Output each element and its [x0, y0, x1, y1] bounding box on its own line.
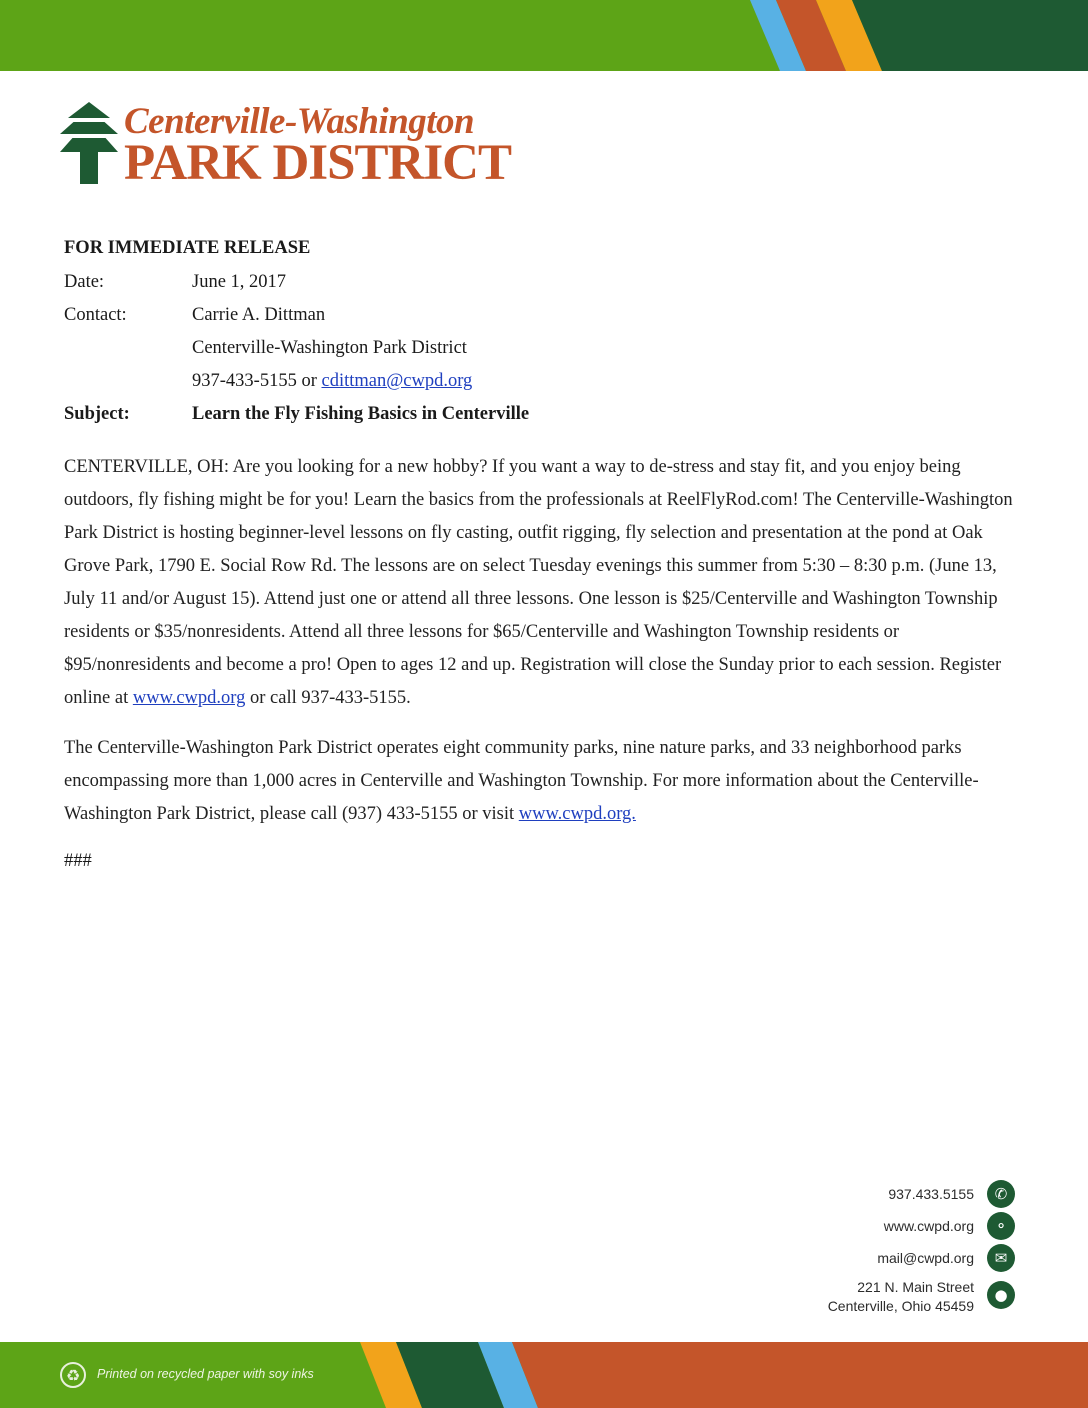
contact-name: Carrie A. Dittman: [192, 305, 326, 325]
date-value: June 1, 2017: [192, 272, 287, 292]
contact-phone-row: [64, 371, 472, 392]
location-pin-icon: ●: [987, 1281, 1015, 1309]
contact-label: Contact:: [64, 305, 127, 325]
phone-icon: ✆: [987, 1180, 1015, 1208]
pine-tree-icon: [58, 100, 120, 184]
body-paragraph-1: [64, 451, 1024, 715]
paragraph-1-tail: or call 937-433-5155.: [245, 688, 411, 708]
date-row: [64, 272, 286, 293]
recycled-note: Printed on recycled paper with soy inks: [97, 1367, 314, 1381]
contact-phone: 937-433-5155 or: [192, 371, 322, 391]
mail-icon: ✉: [987, 1244, 1015, 1272]
contact-row: [64, 305, 325, 326]
paragraph-2-text: The Centerville-Washington Park District operates eight community parks, nine nature parks, and 33 neighborhood parks encompassing more than 1,000 acres in Centerville and Washington Township. For more information about the Centerville-Washington Park District, please call (937) 433-5155 or visit: [64, 738, 979, 824]
cwpd-link-2[interactable]: www.cwpd.org.: [518, 804, 636, 824]
footer-address-line1: 221 N. Main Street: [857, 1279, 974, 1295]
subject-label: Subject:: [64, 404, 130, 424]
globe-icon: ⚬: [987, 1212, 1015, 1240]
paragraph-1-text: CENTERVILLE, OH: Are you looking for a new hobby? If you want a way to de-stress and stay fit, and you enjoy being outdoors, fly fishing might be for you! Learn the basics from the professionals at ReelFlyRod.com! The Centerville-Washington Park District is hosting beginner-level lessons on fly casting, outfit rigging, fly selection and presentation at the pond at Oak Grove Park, 1790 E. Social Row Rd. The lessons are on select Tuesday evenings this summer from 5:30 – 8:30 p.m. (June 13, July 11 and/or August 15). Attend just one or attend all three lessons. One lesson is $25/Centerville and Washington Township residents or $35/nonresidents. Attend all three lessons for $65/Centerville and Washington Township residents or $95/nonresidents and become a pro! Open to ages 12 and up. Registration will close the Sunday prior to each session. Register online at: [64, 457, 1013, 708]
footer-address-line2: Centerville, Ohio 45459: [827, 1298, 974, 1314]
logo: [58, 100, 528, 190]
logo-line1: Centerville-Washington: [124, 101, 475, 142]
footer-website[interactable]: www.cwpd.org: [883, 1218, 974, 1234]
subject-row: [64, 404, 529, 425]
body-paragraph-2: [64, 732, 1024, 831]
end-mark: ###: [64, 851, 92, 871]
date-label: Date:: [64, 272, 105, 292]
logo-line2: PARK DISTRICT: [124, 135, 512, 191]
subject-value: Learn the Fly Fishing Basics in Centerville: [192, 404, 530, 424]
footer-phone: 937.433.5155: [888, 1186, 974, 1202]
contact-email-link[interactable]: cdittman@cwpd.org: [321, 371, 473, 391]
cwpd-link-1[interactable]: www.cwpd.org: [132, 688, 246, 708]
release-heading: FOR IMMEDIATE RELEASE: [64, 238, 311, 258]
top-banner: [0, 0, 1088, 71]
recycle-icon: ♻: [60, 1362, 86, 1388]
contact-org: Centerville-Washington Park District: [192, 338, 467, 358]
contact-org-row: [64, 338, 467, 359]
footer-email[interactable]: mail@cwpd.org: [877, 1250, 974, 1266]
